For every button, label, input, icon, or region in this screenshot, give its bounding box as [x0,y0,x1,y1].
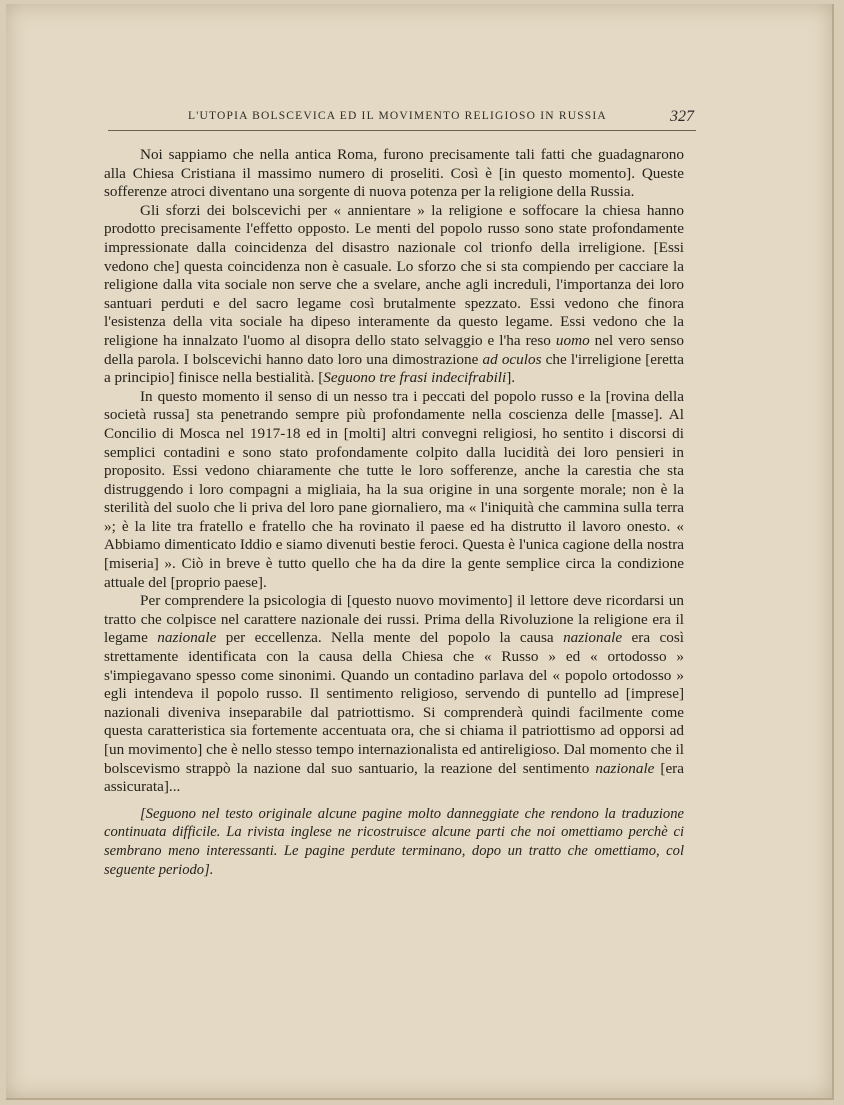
editorial-note: [Seguono nel testo originale alcune pagine molto danneggiate che rendono la traduzione continuata difficile. La rivista inglese ne ricostruisce alcune parti che noi omettiamo perchè ci sembrano meno interessanti. Le pagine perdute terminano, dopo un tratto che omettiamo, col seguente periodo]. [104,805,684,878]
header-rule [108,130,696,131]
page-number: 327 [670,108,694,125]
paragraph-4: Per comprendere la psicologia di [questo nuovo movimento] il lettore deve ricordarsi un tratto che colpisce nel carattere nazionale dei russi. Prima della Rivoluzione la religione era il legame nazionale per eccellenza. Nella mente del popolo la causa nazionale era così strettamente identificata con la causa della Chiesa che « Russo » ed « ortodosso » s'impiegavano spesso come sinonimi. Quando un contadino parlava del « popolo ortodosso » egli intendeva il popolo russo. Il sentimento religioso, servendo di puntello ad [imprese] nazionali diveniva inseparabile dal patriottismo. Si comprenderà quindi facilmente come questa caratteristica sia fortemente accentuata ora, che si chiama il patriottismo ad opporsi ad [un movimento] che è nello stesso tempo internazionalista ed antireligioso. Dal momento che il bolscevismo strappò la nazione dal suo santuario, la reazione del sentimento nazionale [era assicurata]... [104,592,684,796]
body-text [104,146,684,879]
page-header [108,108,698,132]
paragraph-3: In questo momento il senso di un nesso tra i peccati del popolo russo e la [rovina della società russa] sta penetrando sempre più profondamente nella coscienza delle [masse]. Al Concilio di Mosca nel 1917-18 ed in [molti] altri convegni religiosi, ho sentito i discorsi di semplici contadini e sono stato profondamente colpito dalla lucidità dei loro pensieri in proposito. Essi vedono chiaramente che tutte le loro sofferenze, anche la carestia che sta distruggendo i loro compagni a migliaia, ha la sua origine in una sorgente morale; non è la sterilità del suolo che li priva del loro pane giornaliero, ma « l'iniquità che cammina sulla terra »; è la lite tra fratello e fratello che ha rovinato il paese ed ha distrutto il lavoro onesto. « Abbiamo dimenticato Iddio e siamo divenuti bestie feroci. Questa è l'unica cagione della nostra [miseria] ». Ciò in breve è tutto quello che ha da dire la gente semplice circa la condizione attuale del [proprio paese]. [104,387,684,591]
paragraph-2: Gli sforzi dei bolscevichi per « annientare » la religione e soffocare la chiesa hanno prodotto precisamente l'effetto opposto. Le menti del popolo russo sono state profondamente impressionate dalla coincidenza del disastro nazionale col trionfo della irreligione. [Essi vedono che] questa coincidenza non è casuale. Lo sforzo che si sta compiendo per cacciare la religione dalla vita sociale non serve che a svelare, anche agli increduli, l'importanza dei loro santuari perduti e del sacro legame così brutalmente spezzato. Essi vedono che finora l'esistenza della vita sociale ha dipeso interamente da questo legame. Essi vedono che la religione ha innalzato l'uomo al disopra dello stato selvaggio e l'ha reso uomo nel vero senso della parola. I bolscevichi hanno dato loro una dimostrazione ad oculos che l'irreligione [eretta a principio] finisce nella bestialità. [Seguono tre frasi indecifrabili]. [104,201,685,387]
running-title: L'UTOPIA BOLSCEVICA ED IL MOVIMENTO RELIGIOSO IN RUSSIA [188,110,607,122]
paragraph-1: Noi sappiamo che nella antica Roma, furono precisamente tali fatti che guadagnarono alla Chiesa Cristiana il massimo numero di proseliti. Così è [in questo momento]. Queste sofferenze atroci diventano una sorgente di nuova potenza per la religione della Russia. [104,146,684,201]
